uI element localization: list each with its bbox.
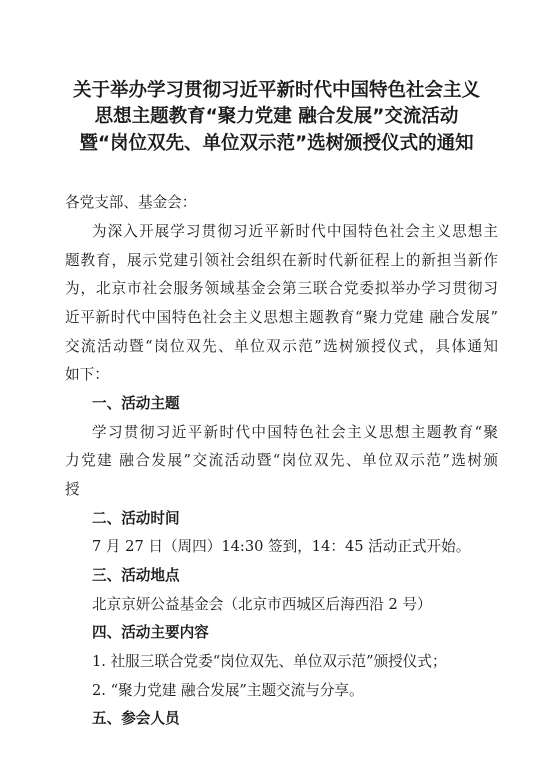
section-heading-attendees: 五、参会人员 (92, 710, 180, 727)
salutation: 各党支部、基金会： (65, 194, 197, 211)
section-heading-theme: 一、活动主题 (92, 395, 180, 412)
document-title-line-2: 思想主题教育“聚力党建 融合发展”交流活动 (94, 106, 459, 127)
event-time: 7 月 27 日（周四）14:30 签到，14：45 活动正式开始。 (92, 538, 471, 555)
section-heading-content: 四、活动主要内容 (92, 624, 209, 641)
document-title-line-3: 暨“岗位双先、单位双示范”选树颁授仪式的通知 (79, 133, 474, 154)
content-item: 2. “聚力党建 融合发展”主题交流与分享。 (92, 682, 364, 699)
intro-line: 近平新时代中国特色社会主义思想主题教育“聚力党建 融合发展” (65, 309, 498, 326)
intro-line: 如下： (65, 366, 109, 383)
content-item: 1. 社服三联合党委“岗位双先、单位双示范”颁授仪式； (92, 653, 447, 670)
intro-line: 为，北京市社会服务领域基金会第三联合党委拟举办学习贯彻习 (65, 280, 498, 297)
section-heading-location: 三、活动地点 (92, 567, 180, 584)
theme-line: 学习贯彻习近平新时代中国特色社会主义思想主题教育“聚 (92, 424, 498, 441)
intro-line: 题教育，展示党建引领社会组织在新时代新征程上的新担当新作 (65, 252, 498, 269)
document-title-line-1: 关于举办学习贯彻习近平新时代中国特色社会主义 (72, 80, 480, 101)
section-heading-time: 二、活动时间 (92, 510, 180, 527)
intro-line: 为深入开展学习贯彻习近平新时代中国特色社会主义思想主 (92, 223, 498, 240)
theme-line: 力党建 融合发展”交流活动暨“岗位双先、单位双示范”选树颁 (65, 452, 498, 469)
theme-line: 授 (65, 481, 80, 498)
intro-line: 交流活动暨“岗位双先、单位双示范”选树颁授仪式，具体通知 (65, 338, 498, 355)
event-location: 北京京妍公益基金会（北京市西城区后海西沿 2 号） (92, 596, 432, 613)
